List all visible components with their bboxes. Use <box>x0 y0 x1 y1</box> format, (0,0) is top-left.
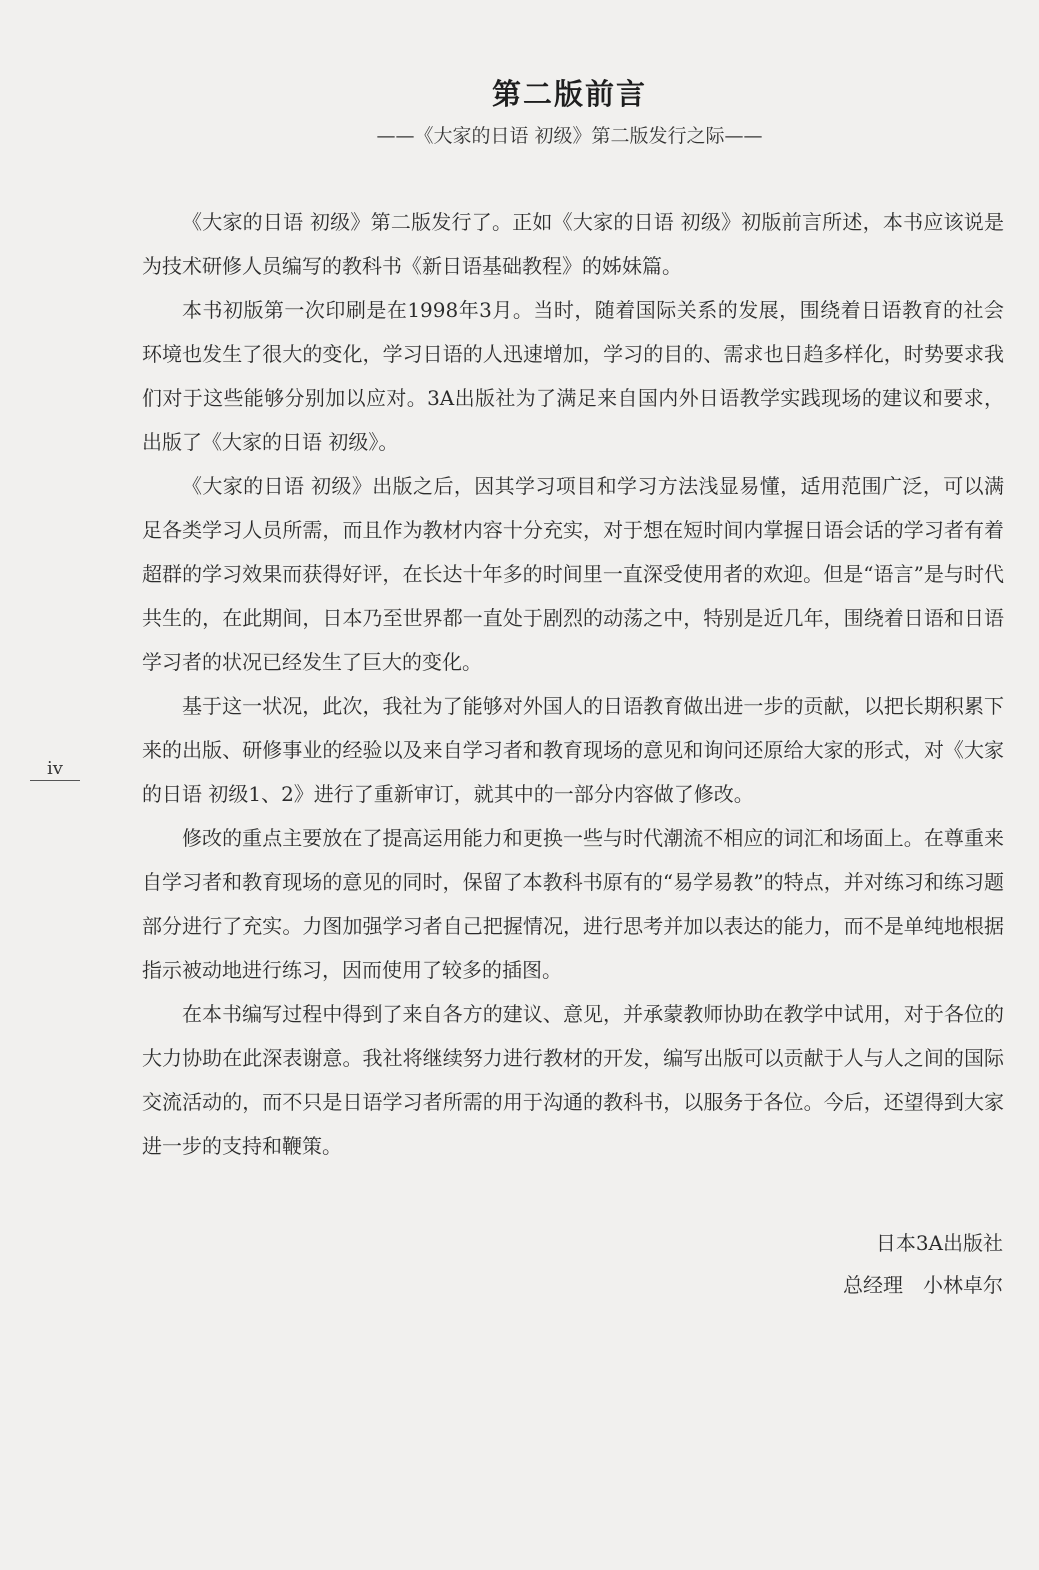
paragraph-4: 基于这一状况，此次，我社为了能够对外国人的日语教育做出进一步的贡献，以把长期积累下来的出版、研修事业的经验以及来自学习者和教育现场的意见和询问还原给大家的形式，对《大家的日语 初级1、2》进行了重新审订，就其中的一部分内容做了修改。 <box>142 694 1004 806</box>
paragraph-5: 修改的重点主要放在了提高运用能力和更换一些与时代潮流不相应的词汇和场面上。在尊重来自学习者和教育现场的意见的同时，保留了本教科书原有的“易学易教”的特点，并对练习和练习题部分进行了充实。力图加强学习者自己把握情况，进行思考并加以表达的能力，而不是单纯地根据指示被动地进行练习，因而使用了较多的插图。 <box>142 826 1004 982</box>
page-number: iv <box>30 758 80 781</box>
signature-person: 总经理 小林卓尔 <box>843 1273 1003 1297</box>
page-title: 第二版前言 <box>491 77 647 111</box>
body-text <box>142 200 1004 1168</box>
paragraph-1: 《大家的日语 初级》第二版发行了。正如《大家的日语 初级》初版前言所述，本书应该说是为技术研修人员编写的教科书《新日语基础教程》的姊妹篇。 <box>142 210 1004 278</box>
page-subtitle: ——《大家的日语 初级》第二版发行之际—— <box>376 125 763 147</box>
paragraph-6: 在本书编写过程中得到了来自各方的建议、意见，并承蒙教师协助在教学中试用，对于各位的大力协助在此深表谢意。我社将继续努力进行教材的开发，编写出版可以贡献于人与人之间的国际交流活动的，而不只是日语学习者所需的用于沟通的教科书，以服务于各位。今后，还望得到大家进一步的支持和鞭策。 <box>142 1002 1004 1158</box>
signature-block <box>843 1222 1003 1306</box>
signature-organization: 日本3A出版社 <box>875 1231 1003 1255</box>
paragraph-3: 《大家的日语 初级》出版之后，因其学习项目和学习方法浅显易懂，适用范围广泛，可以满足各类学习人员所需，而且作为教材内容十分充实，对于想在短时间内掌握日语会话的学习者有着超群的学习效果而获得好评，在长达十年多的时间里一直深受使用者的欢迎。但是“语言”是与时代共生的，在此期间，日本乃至世界都一直处于剧烈的动荡之中，特别是近几年，围绕着日语和日语学习者的状况已经发生了巨大的变化。 <box>142 474 1004 674</box>
paragraph-2: 本书初版第一次印刷是在1998年3月。当时，随着国际关系的发展，围绕着日语教育的社会环境也发生了很大的变化，学习日语的人迅速增加，学习的目的、需求也日趋多样化，时势要求我们对于这些能够分别加以应对。3A出版社为了满足来自国内外日语教学实践现场的建议和要求，出版了《大家的日语 初级》。 <box>142 298 1004 454</box>
